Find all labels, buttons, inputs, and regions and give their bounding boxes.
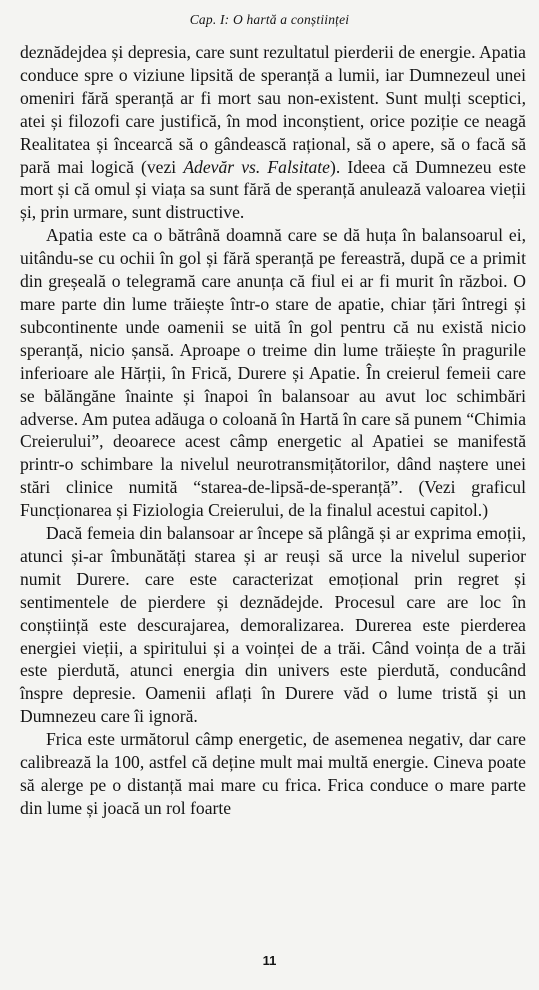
paragraph (20, 522, 526, 728)
text-segment: deznădejdea și depresia, care sunt rezultatul pierderii de energie. Apatia conduce spre o viziune lipsită de speranță a lumii, iar Dumnezeul unei omeniri fără speranță ar fi mort sau non-existent. Sunt mulți sceptici, atei și filozofi care justifică, în mod inconștient, orice poziție ce neagă Realitatea și încearcă să o gândească rațional, să o apere, să o facă să pară mai logică (vezi (20, 42, 526, 177)
body-text (20, 41, 526, 820)
page-number: 11 (262, 953, 277, 968)
text-segment: Frica este următorul câmp energetic, de asemenea negativ, dar care calibrează la 100, astfel că deține mult mai multă energie. Cineva poate să alerge pe o distanță mai mare cu frica. Frica conduce o mare parte din lume și joacă un rol foarte (20, 729, 526, 818)
paragraph (20, 728, 526, 820)
paragraph (20, 41, 526, 224)
italic-reference: Adevăr vs. Falsitate (183, 156, 330, 177)
paragraph (20, 224, 526, 522)
text-segment: Apatia este ca o bătrână doamnă care se dă huța în balansoarul ei, uitându-se cu ochii în gol și fără speranță pe fereastră, după ce a primit din greșeală o telegramă care anunța că fiul ei ar fi murit în război. O mare parte din lume trăiește într-o stare de apatie, chiar țări întregi și subcontinente unde oamenii se uită în gol pentru că nu există nicio speranță, nicio șansă. Aproape o treime din lume trăiește în pragurile inferioare ale Hărții, în Frică, Durere și Apatie. În creierul femeii care se bălăngăne înainte și înapoi în balansoar au avut loc schimbări adverse. Am putea adăuga o coloană în Hartă în care să punem “Chimia Creierului”, deoarece acest câmp energetic al Apatiei se manifestă printr-o schimbare la nivelul neurotransmițătorilor, dând naștere unei stări clinice numită “starea-de-lipsă-de-speranță”. (Vezi graficul Funcționarea și Fiziologia Creierului, de la finalul acestui capitol.) (20, 225, 526, 521)
running-header: Cap. I: O hartă a conștiinței (189, 12, 350, 27)
text-segment: ). Ideea că Dumnezeu este mort și că omul și viața sa sunt fără de speranță anulează valoarea vieții și, prin urmare, sunt distructive. (20, 156, 526, 223)
text-segment: Dacă femeia din balansoar ar începe să plângă și ar exprima emoții, atunci și-ar îmbunătăți starea și ar reuși să urce la nivelul superior numit Durere. care este caracterizat emoțional prin regret și sentimentele de pierdere și deznădejde. Procesul care are loc în conștiință este descurajarea, demoralizarea. Durerea este pierderea energiei vieții, a spiritului și a voinței de a trăi. Când voința de a trăi este pierdută, atunci energia din univers este pierdută, conducând înspre depresie. Oamenii aflați în Durere văd o lume tristă și un Dumnezeu care îi ignoră. (20, 523, 526, 727)
